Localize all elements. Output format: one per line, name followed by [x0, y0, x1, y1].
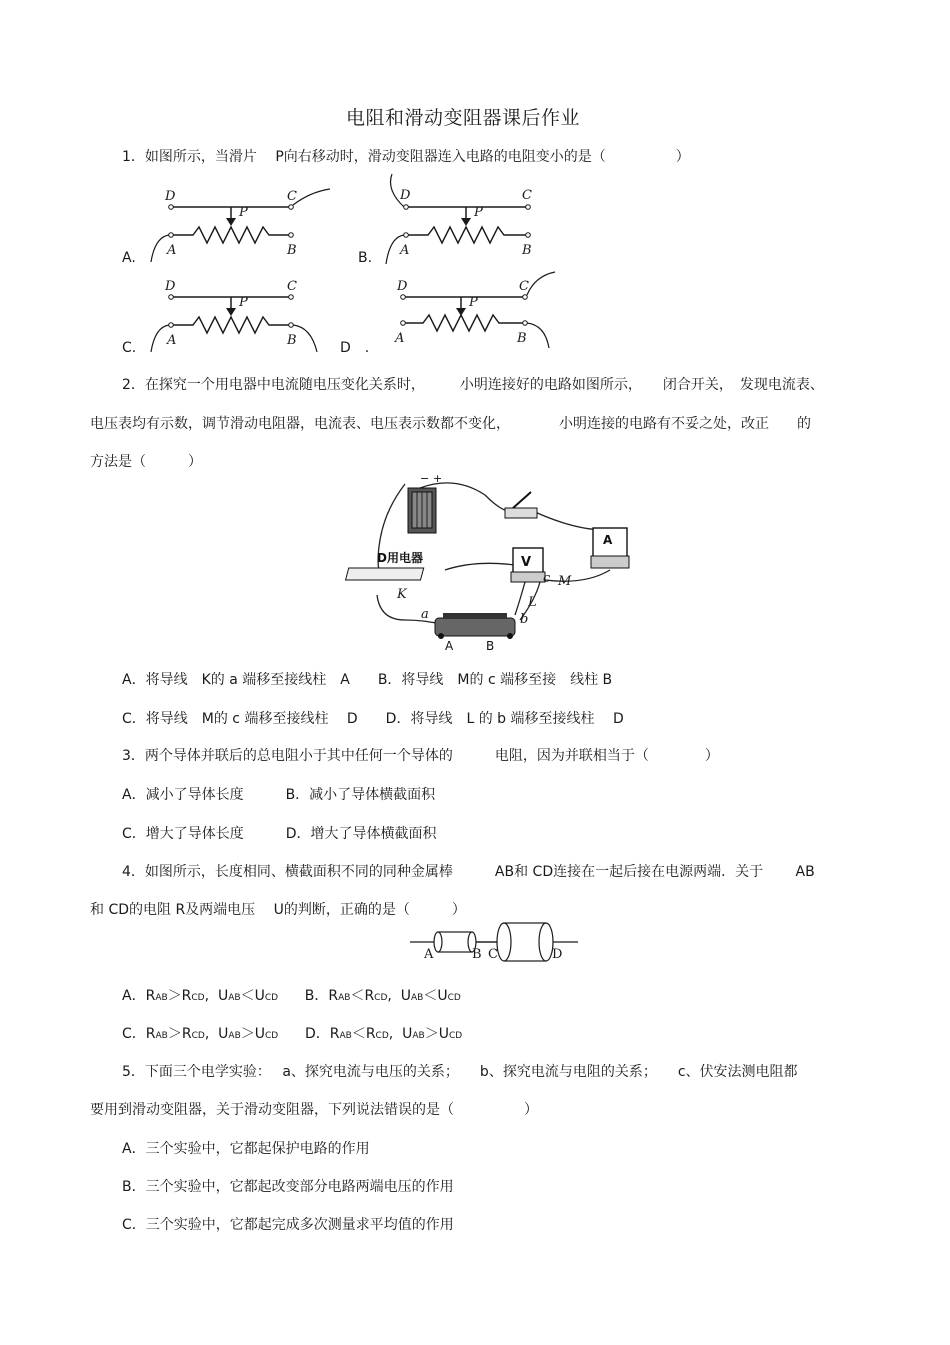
- label-B: B: [287, 243, 297, 258]
- label-A: A: [167, 333, 177, 348]
- q2-line3: 方法是（ ）: [90, 454, 202, 470]
- q1-figure-c: [145, 272, 345, 357]
- label-A: A: [400, 243, 410, 258]
- label-C: C: [488, 947, 498, 962]
- label-D: D: [165, 189, 176, 204]
- label-B: B: [287, 333, 297, 348]
- label-pinA: A: [445, 639, 454, 653]
- q1-option-c[interactable]: C.: [122, 340, 137, 356]
- label-B: B: [472, 947, 482, 962]
- q3-options-cd[interactable]: C．增大了导体长度 D．增大了导体横截面积: [122, 826, 437, 842]
- q1-option-a[interactable]: A.: [122, 250, 136, 266]
- label-C: C: [519, 279, 529, 294]
- q5-option-c[interactable]: C．三个实验中，它都起完成多次测量求平均值的作用: [122, 1217, 454, 1233]
- label-c: c: [543, 571, 551, 586]
- label-device: D用电器: [377, 551, 423, 565]
- q1-option-b[interactable]: B.: [358, 250, 373, 266]
- q1-figure-a: [145, 182, 345, 272]
- q1-stem: 1．如图所示，当滑片 P向右移动时，滑动变阻器连入电路的电阻变小的是（ ）: [122, 149, 690, 165]
- label-B: B: [522, 243, 532, 258]
- label-A: A: [167, 243, 177, 258]
- q2-line1: 2．在探究一个用电器中电流随电压变化关系时， 小明连接好的电路如图所示， 闭合开关， 发现电流表、: [122, 377, 824, 393]
- q5-line1: 5．下面三个电学实验： a、探究电流与电压的关系； b、探究电流与电阻的关系； c、伏安法测电阻都: [122, 1064, 798, 1080]
- label-C: C: [287, 279, 297, 294]
- q2-line2: 电压表均有示数，调节滑动电阻器，电流表、电压表示数都不变化， 小明连接的电路有不妥之处，改正 的: [90, 416, 811, 432]
- label-pinB: B: [486, 639, 495, 653]
- label-b: b: [520, 612, 529, 627]
- q2-circuit-figure: [365, 470, 635, 655]
- label-a: a: [421, 607, 429, 622]
- label-D: D: [400, 188, 411, 203]
- label-D: D: [165, 279, 176, 294]
- label-M: M: [558, 574, 572, 589]
- label-D: D: [397, 279, 408, 294]
- q4-rods-figure: [410, 918, 580, 966]
- label-P: P: [474, 205, 483, 220]
- q4-option-d[interactable]: D．RAB＜RCD, UAB＞UCD: [304, 1026, 463, 1042]
- q4-option-c[interactable]: C．RAB＞RCD, UAB＞UCD: [122, 1026, 279, 1042]
- label-A: A: [603, 533, 613, 547]
- label-A: A: [395, 331, 405, 346]
- label-C: C: [522, 188, 532, 203]
- q3-stem: 3．两个导体并联后的总电阻小于其中任何一个导体的 电阻，因为并联相当于（ ）: [122, 748, 719, 764]
- label-C: C: [287, 189, 297, 204]
- label-V: V: [521, 555, 532, 570]
- label-minus: −: [420, 472, 430, 485]
- q3-options-ab[interactable]: A．减小了导体长度 B．减小了导体横截面积: [122, 787, 436, 803]
- label-L: L: [528, 595, 537, 610]
- q4-option-a[interactable]: A．RAB＞RCD, UAB＜UCD: [122, 988, 279, 1004]
- label-plus: +: [433, 472, 443, 485]
- q4-option-b[interactable]: B．RAB＜RCD, UAB＜UCD: [304, 988, 461, 1004]
- label-P: P: [469, 295, 478, 310]
- q4-line1: 4．如图所示，长度相同、横截面积不同的同种金属棒 AB和 CD连接在一起后接在电源两端．关于 AB: [122, 864, 815, 880]
- q2-options-ab[interactable]: A．将导线 K的 a 端移至接线柱 A B．将导线 M的 c 端移至接 线柱 B: [122, 672, 613, 688]
- q4-options-cd-row: [122, 1025, 462, 1045]
- label-D: D: [552, 947, 563, 962]
- label-P: P: [239, 205, 248, 220]
- q5-option-b[interactable]: B．三个实验中，它都起改变部分电路两端电压的作用: [122, 1179, 454, 1195]
- q2-options-cd[interactable]: C．将导线 M的 c 端移至接线柱 D D．将导线 L 的 b 端移至接线柱 D: [122, 711, 624, 727]
- page-title: 电阻和滑动变阻器课后作业: [346, 107, 581, 129]
- label-A: A: [424, 947, 434, 962]
- q1-figure-d: [375, 266, 575, 351]
- q5-line2: 要用到滑动变阻器，关于滑动变阻器，下列说法错误的是（ ）: [90, 1102, 538, 1118]
- label-B: B: [517, 331, 527, 346]
- q5-option-a[interactable]: A．三个实验中，它都起保护电路的作用: [122, 1141, 370, 1157]
- label-P: P: [239, 295, 248, 310]
- q1-option-d[interactable]: D .: [340, 340, 370, 356]
- label-K: K: [397, 587, 407, 602]
- q1-figure-b: [378, 172, 578, 272]
- q4-options-ab-row: [122, 987, 461, 1007]
- q4-line2: 和 CD的电阻 R及两端电压 U的判断，正确的是（ ）: [90, 902, 466, 918]
